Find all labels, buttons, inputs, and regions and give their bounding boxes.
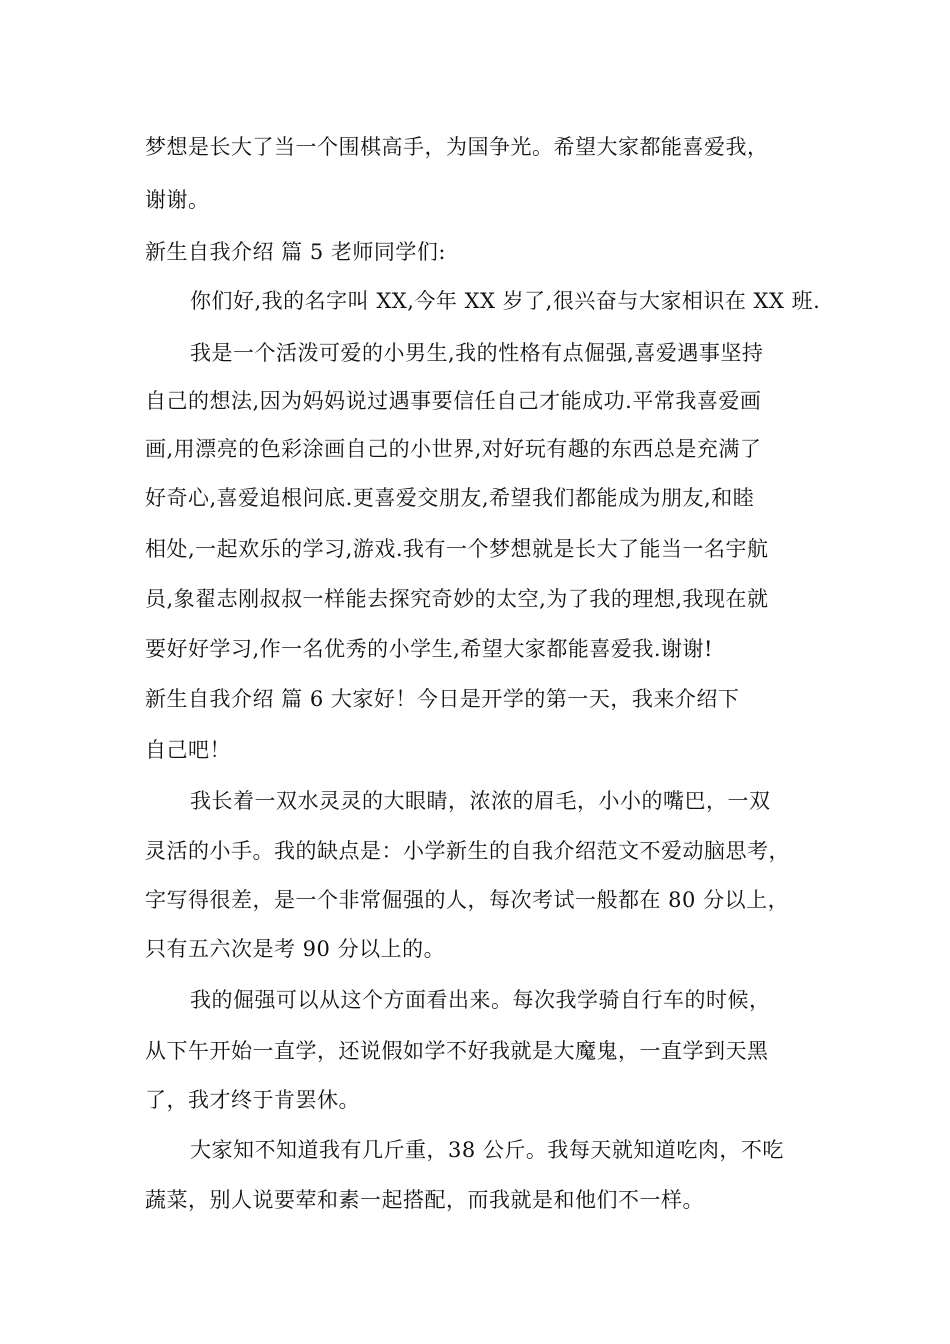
- text-line: 只有五六次是考 90 分以上的。: [145, 937, 446, 961]
- text-line: 画,用漂亮的色彩涂画自己的小世界,对好玩有趣的东西总是充满了: [145, 437, 762, 461]
- text-line: 我是一个活泼可爱的小男生,我的性格有点倔强,喜爱遇事坚持: [190, 341, 764, 365]
- text-line: 自己的想法,因为妈妈说过遇事要信任自己才能成功.平常我喜爱画: [145, 389, 762, 413]
- text-line: 大家知不知道我有几斤重，38 公斤。我每天就知道吃肉，不吃: [190, 1138, 784, 1162]
- text-line: 我长着一双水灵灵的大眼睛，浓浓的眉毛，小小的嘴巴，一双: [190, 789, 771, 813]
- text-line: 谢谢。: [145, 188, 210, 212]
- text-line: 灵活的小手。我的缺点是：小学新生的自我介绍范文不爱动脑思考，: [145, 839, 790, 863]
- text-line: 自己吧！: [145, 738, 231, 762]
- text-line: 好奇心,喜爱追根问底.更喜爱交朋友,希望我们都能成为朋友,和睦: [145, 486, 755, 510]
- text-line: 蔬菜，别人说要荤和素一起搭配，而我就是和他们不一样。: [145, 1188, 704, 1212]
- text-line: 要好好学习,作一名优秀的小学生,希望大家都能喜爱我.谢谢!: [145, 637, 713, 661]
- text-line: 字写得很差，是一个非常倔强的人，每次考试一般都在 80 分以上，: [145, 888, 790, 912]
- text-line: 相处,一起欢乐的学习,游戏.我有一个梦想就是长大了能当一名宇航: [145, 537, 769, 561]
- text-line: 梦想是长大了当一个围棋高手，为国争光。希望大家都能喜爱我，: [145, 135, 769, 159]
- text-line: 你们好,我的名字叫 XX,今年 XX 岁了,很兴奋与大家相识在 XX 班.: [190, 289, 821, 313]
- section-heading: 新生自我介绍 篇 6 大家好！今日是开学的第一天，我来介绍下: [145, 687, 740, 711]
- text-line: 从下午开始一直学，还说假如学不好我就是大魔鬼，一直学到天黑: [145, 1039, 769, 1063]
- text-line: 我的倔强可以从这个方面看出来。每次我学骑自行车的时候，: [190, 988, 771, 1012]
- section-heading: 新生自我介绍 篇 5 老师同学们:: [145, 240, 446, 264]
- text-line: 员,象翟志刚叔叔一样能去探究奇妙的太空,为了我的理想,我现在就: [145, 587, 769, 611]
- text-line: 了，我才终于肯罢休。: [145, 1088, 360, 1112]
